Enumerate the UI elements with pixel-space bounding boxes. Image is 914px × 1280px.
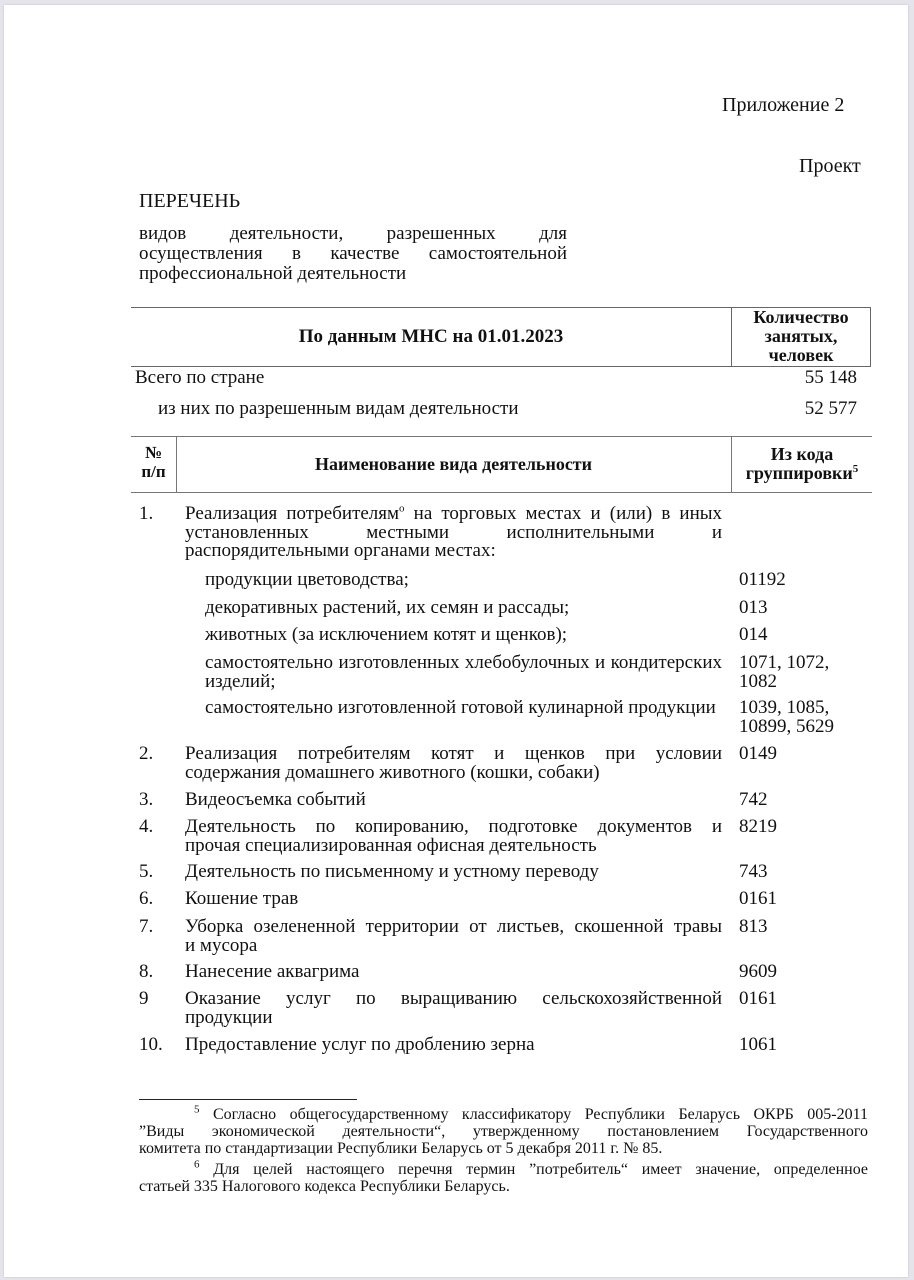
document-page: Приложение 2 Проект ПЕРЕЧЕНЬ видов деятельности, разрешенных для осуществления в качестве самостоятельной профессиональной деятельности По данным МНС на 01.01.2023 Количество занятых, человек Всего по стране 55 148 из них по разрешенным видам деятельности 52 577 № п/п Наименование вида деятельности Из кода группировки$^5$ 1. Реализация потребителям$^о$ на торговых местах и (или) в иных установленных местными исполнительными и распорядительными органами местах: продукции цветоводства; 01192 декоративных растений, их семян и рассады; 013 животных (за исключением котят и щенков); 014 самостоятельно изготовленных хлебобулочных и кондитерских изделий; 1071, 1072, 1082 самостоятельно изготовленной готовой кулинарной продукции 1039, 1085, 10899, 5629 2. Реализация потребителям котят и щенков при условии содержания домашнего животного (кошки, собаки) 0149 3. Видеосъемка событий 742 4. Деятельность по копированию, подготовке документов и прочая специализированная офисная деятельность 8219 5. Деятельность по письменному и устному переводу 743 6. Кошение трав 0161 7. Уборка озелененной территории от листьев, скошенной травы и мусора 813 8. Нанесение аквагрима 9609 9 Оказание услуг по выращиванию сельскохозяйственной продукции 0161 10. Предоставление услуг по дроблению зерна 1061 $^5$ Согласно общегосударственному классификатору Республики Беларусь ОКРБ 005-2011 ”Виды экономической деятельности“, утвержденному постановлением Государственного комитета по стандартизации Республики Беларусь от 5 декабря 2011 г. № 85. $^6$ Для целей настоящего перечня термин ”потребитель“ имеет значение, определенное статьей 335 Налогового кодекса Республики Беларусь. <box>4 5 908 1277</box>
draft-status-label: Проект <box>799 155 861 177</box>
summary-row-total-value: 55 148 <box>804 367 857 388</box>
annex-label: Приложение 2 <box>722 94 845 116</box>
subtitle-line-2: осуществления в качестве самостоятельной <box>139 243 567 264</box>
column-header-code: Из кода группировки$^5$ <box>745 444 859 483</box>
subtitle-line-1: видов деятельности, разрешенных для <box>139 223 567 244</box>
footnote-6: $^6$ Для целей настоящего перечня термин ”потребитель“ имеет значение, определенное статьей 335 Налогового кодекса Республики Беларусь. <box>139 1158 869 1195</box>
document-title: ПЕРЕЧЕНЬ <box>139 190 241 212</box>
footnote-ref-6: о <box>399 502 405 515</box>
list-table-header-border <box>131 492 872 493</box>
column-header-activity-name: Наименование вида деятельности <box>314 453 593 474</box>
document-subtitle <box>139 224 567 284</box>
footnote-ref-5: 5 <box>852 463 859 475</box>
summary-table-header-source: По данным МНС на 01.01.2023 <box>298 325 564 347</box>
footnote-5: $^5$ Согласно общегосударственному классификатору Республики Беларусь ОКРБ 005-2011 ”Виды экономической деятельности“, утвержденному постановлением Государственного комитета по стандартизации Республики Беларусь от 5 декабря 2011 г. № 85. <box>139 1103 868 1157</box>
subtitle-line-3: профессиональной деятельности <box>139 263 407 284</box>
summary-table-right-border <box>870 307 871 366</box>
column-header-number: № п/п <box>141 443 166 481</box>
summary-row-total-label: Всего по стране <box>135 367 265 388</box>
summary-table-header-count: Количество занятых, человек <box>753 307 849 365</box>
summary-row-allowed-label: из них по разрешенным видам деятельности <box>158 398 519 419</box>
summary-row-allowed-value: 52 577 <box>804 398 857 419</box>
footnote-separator <box>139 1099 357 1100</box>
